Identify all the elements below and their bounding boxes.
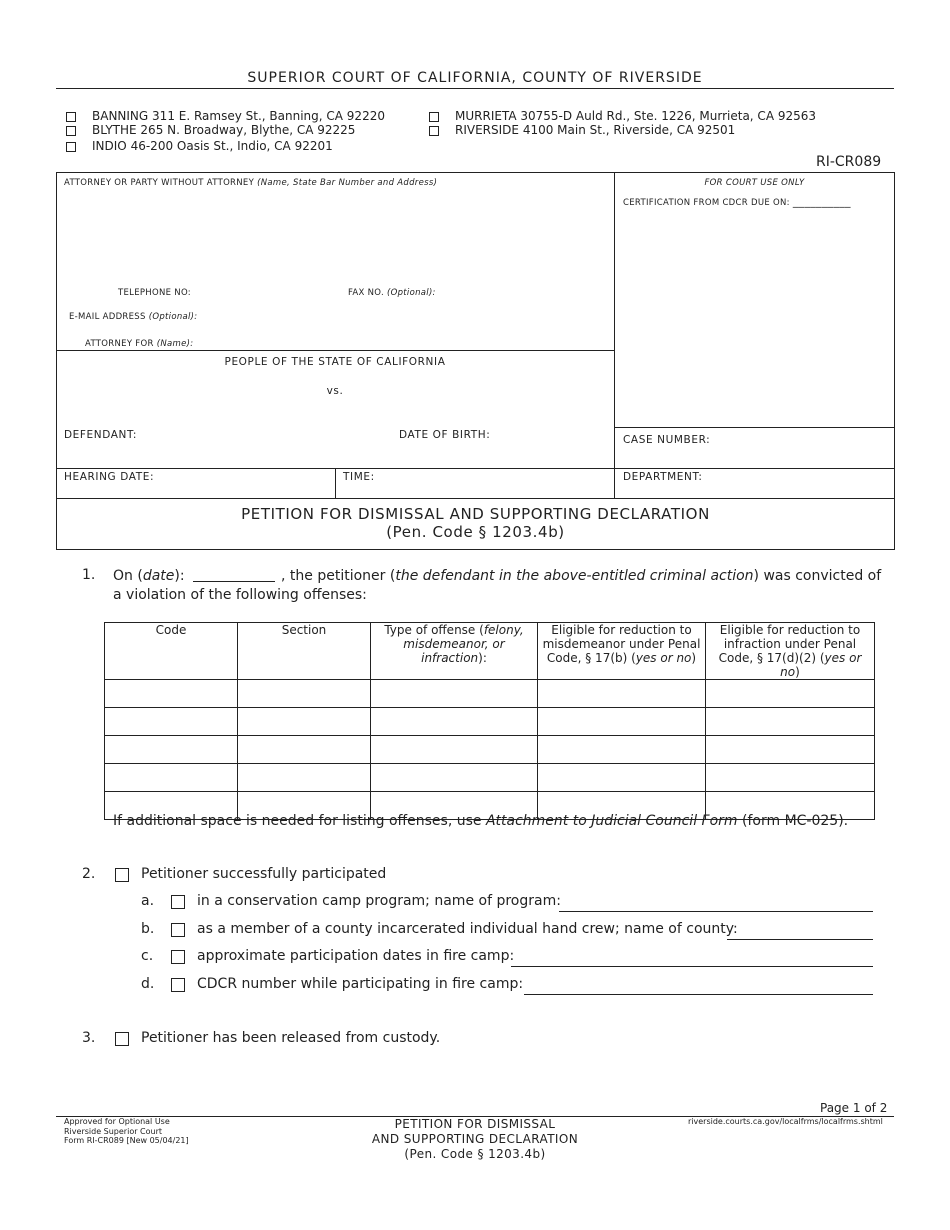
table-cell[interactable] bbox=[105, 708, 238, 736]
table-row bbox=[105, 680, 875, 708]
table-cell[interactable] bbox=[371, 736, 538, 764]
time-label: TIME: bbox=[343, 471, 375, 483]
item2d-checkbox[interactable] bbox=[171, 978, 185, 992]
item2a-checkbox[interactable] bbox=[171, 895, 185, 909]
location-riverside: RIVERSIDE 4100 Main St., Riverside, CA 92501 bbox=[455, 123, 736, 137]
item2-label: Petitioner successfully participated bbox=[141, 866, 387, 882]
cdcr-number-field[interactable] bbox=[524, 994, 873, 995]
location-indio: INDIO 46-200 Oasis St., Indio, CA 92201 bbox=[92, 139, 333, 153]
court-title: SUPERIOR COURT OF CALIFORNIA, COUNTY OF RIVERSIDE bbox=[247, 70, 703, 86]
table-cell[interactable] bbox=[538, 736, 706, 764]
item2c-text: approximate participation dates in fire camp: bbox=[197, 948, 515, 964]
item2a-letter: a. bbox=[141, 893, 155, 909]
table-cell[interactable] bbox=[238, 736, 371, 764]
approval-note: Approved for Optional Use Riverside Superior Court Form RI-CR089 [New 05/04/21] bbox=[64, 1117, 189, 1145]
table-row bbox=[105, 736, 875, 764]
caption-divider bbox=[614, 172, 615, 498]
item2b-letter: b. bbox=[141, 921, 155, 937]
col-section: Section bbox=[238, 623, 371, 680]
offense-table bbox=[104, 622, 875, 820]
table-cell[interactable] bbox=[538, 764, 706, 792]
footer-title: PETITION FOR DISMISSAL AND SUPPORTING DECLARATION (Pen. Code § 1203.4b) bbox=[371, 1117, 579, 1161]
vs-label: vs. bbox=[326, 385, 344, 397]
court-use-label: FOR COURT USE ONLY bbox=[704, 178, 805, 188]
department-label: DEPARTMENT: bbox=[623, 471, 703, 483]
table-cell[interactable] bbox=[371, 680, 538, 708]
table-row bbox=[105, 708, 875, 736]
table-cell[interactable] bbox=[371, 708, 538, 736]
table-cell[interactable] bbox=[706, 708, 875, 736]
table-cell[interactable] bbox=[538, 708, 706, 736]
table-cell[interactable] bbox=[706, 764, 875, 792]
item3-checkbox[interactable] bbox=[115, 1032, 129, 1046]
item2d-letter: d. bbox=[141, 976, 155, 992]
page-number: Page 1 of 2 bbox=[820, 1101, 888, 1115]
col-code: Code bbox=[105, 623, 238, 680]
email-label: E-MAIL ADDRESS (Optional): bbox=[69, 312, 198, 322]
case-number-label: CASE NUMBER: bbox=[623, 434, 711, 446]
defendant-label: DEFENDANT: bbox=[64, 429, 137, 441]
table-cell[interactable] bbox=[238, 680, 371, 708]
county-name-field[interactable] bbox=[727, 939, 873, 940]
location-checkbox-riverside[interactable] bbox=[429, 126, 439, 136]
item2c-checkbox[interactable] bbox=[171, 950, 185, 964]
item2-number: 2. bbox=[82, 866, 96, 882]
table-row bbox=[105, 764, 875, 792]
location-murrieta: MURRIETA 30755-D Auld Rd., Ste. 1226, Murrieta, CA 92563 bbox=[455, 109, 817, 123]
item1-number: 1. bbox=[82, 567, 96, 583]
location-checkbox-banning[interactable] bbox=[66, 112, 76, 122]
people-label: PEOPLE OF THE STATE OF CALIFORNIA bbox=[224, 356, 446, 368]
attorney-label: ATTORNEY OR PARTY WITHOUT ATTORNEY (Name, State Bar Number and Address) bbox=[64, 178, 438, 188]
item2b-checkbox[interactable] bbox=[171, 923, 185, 937]
fax-label: FAX NO. (Optional): bbox=[348, 288, 436, 298]
form-title: PETITION FOR DISMISSAL AND SUPPORTING DECLARATION (Pen. Code § 1203.4b) bbox=[241, 505, 710, 541]
offense-table-header bbox=[105, 623, 875, 680]
table-cell[interactable] bbox=[238, 764, 371, 792]
location-banning: BANNING 311 E. Ramsey St., Banning, CA 92220 bbox=[92, 109, 385, 123]
table-cell[interactable] bbox=[706, 680, 875, 708]
cdcr-certification-label: CERTIFICATION FROM CDCR DUE ON: __________ bbox=[623, 195, 851, 208]
table-cell[interactable] bbox=[706, 736, 875, 764]
location-checkbox-murrieta[interactable] bbox=[429, 112, 439, 122]
item2-checkbox[interactable] bbox=[115, 868, 129, 882]
table-cell[interactable] bbox=[105, 680, 238, 708]
form-number: RI-CR089 bbox=[816, 154, 882, 170]
table-cell[interactable] bbox=[105, 736, 238, 764]
dob-label: DATE OF BIRTH: bbox=[399, 429, 491, 441]
location-checkbox-indio[interactable] bbox=[66, 142, 76, 152]
item2b-text: as a member of a county incarcerated individual hand crew; name of county: bbox=[197, 921, 738, 937]
participation-dates-field[interactable] bbox=[511, 966, 873, 967]
location-checkbox-blythe[interactable] bbox=[66, 126, 76, 136]
col-misdemeanor-reduction: Eligible for reduction to misdemeanor under Penal Code, § 17(b) (yes or no) bbox=[538, 623, 706, 680]
item2a-text: in a conservation camp program; name of program: bbox=[197, 893, 561, 909]
hearing-date-label: HEARING DATE: bbox=[64, 471, 155, 483]
location-blythe: BLYTHE 265 N. Broadway, Blythe, CA 92225 bbox=[92, 123, 356, 137]
item2c-letter: c. bbox=[141, 948, 154, 964]
col-offense-type: Type of offense (felony, misdemeanor, or infraction): bbox=[371, 623, 538, 680]
program-name-field[interactable] bbox=[559, 911, 873, 912]
table-cell[interactable] bbox=[238, 708, 371, 736]
item2d-text: CDCR number while participating in fire camp: bbox=[197, 976, 524, 992]
col-infraction-reduction: Eligible for reduction to infraction under Penal Code, § 17(d)(2) (yes or no) bbox=[706, 623, 875, 680]
court-url[interactable]: riverside.courts.ca.gov/localfrms/localfrms.shtml bbox=[688, 1117, 883, 1126]
item1-text-line2: a violation of the following offenses: bbox=[113, 587, 367, 603]
item3-label: Petitioner has been released from custody. bbox=[141, 1030, 441, 1046]
attorney-for-label: ATTORNEY FOR (Name): bbox=[85, 339, 194, 349]
additional-space-note: If additional space is needed for listing offenses, use Attachment to Judicial Council Form (form MC-025). bbox=[113, 813, 849, 829]
item3-number: 3. bbox=[82, 1030, 96, 1046]
conviction-date-field[interactable] bbox=[193, 567, 275, 582]
item1-text: On (date): , the petitioner (the defendant in the above-entitled criminal action) was convicted of bbox=[113, 568, 882, 584]
header-rule bbox=[56, 88, 894, 89]
telephone-label: TELEPHONE NO: bbox=[118, 288, 191, 298]
table-cell[interactable] bbox=[371, 764, 538, 792]
table-cell[interactable] bbox=[538, 680, 706, 708]
table-cell[interactable] bbox=[105, 764, 238, 792]
